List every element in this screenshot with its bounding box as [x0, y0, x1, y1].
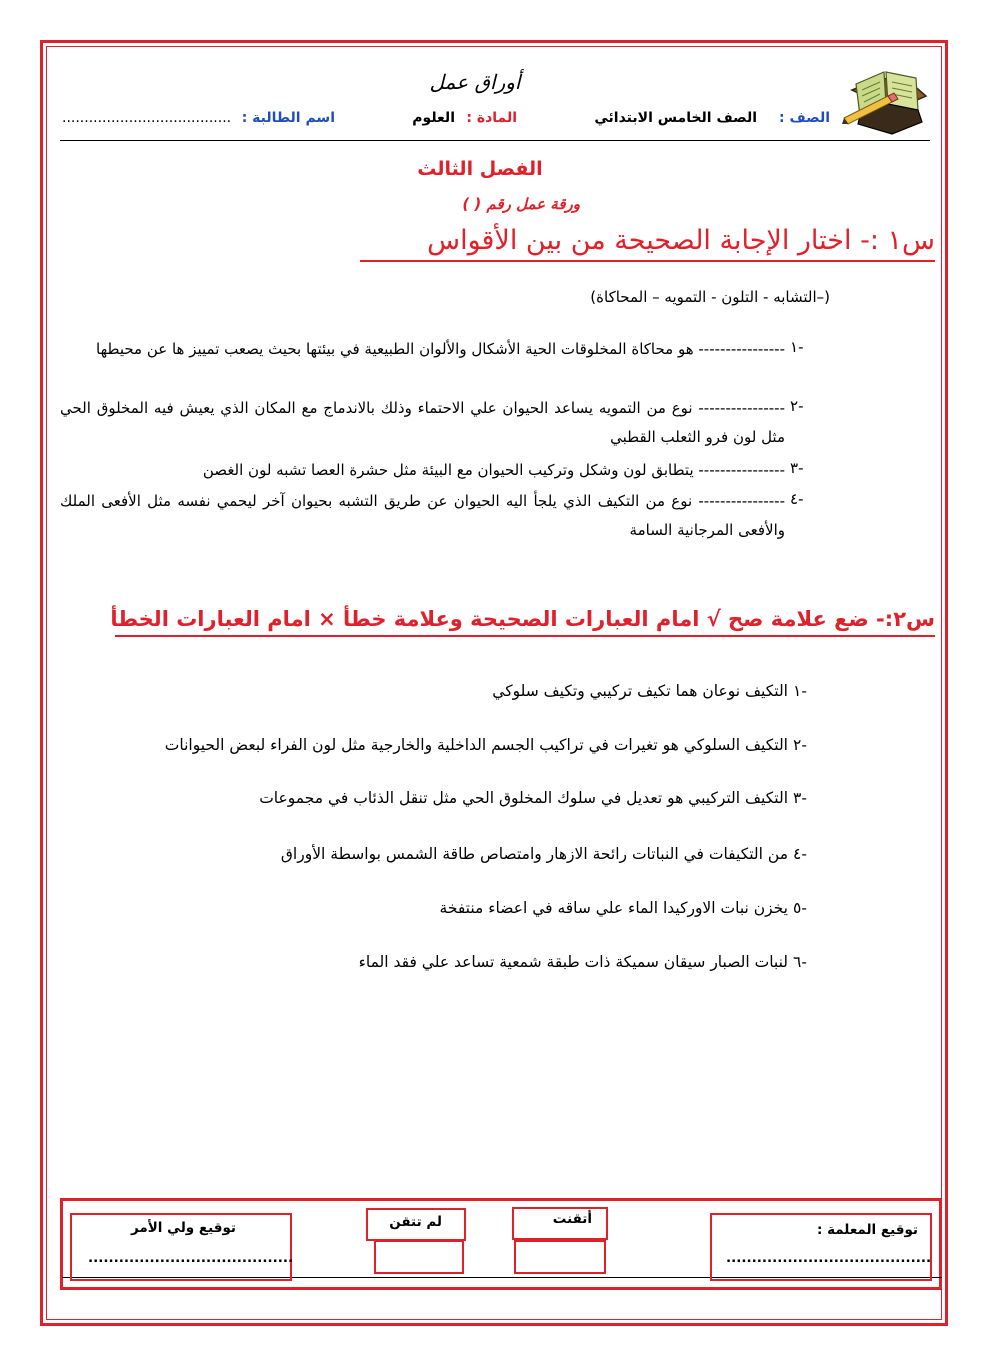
question-2-heading: س٢:- ضع علامة صح √ امام العبارات الصحيحة وعلامة خطأ × امام العبارات الخطأ: [115, 603, 935, 637]
question-1-options: (–التشابه - التلون - التمويه – المحاكاة): [590, 288, 830, 306]
q1-item-1-text[interactable]: ---------------- هو محاكاة المخلوقات الحية الأشكال والألوان الطبيعية في بيئتها بحيث يصعب تمييز ها عن محيطها: [96, 340, 785, 358]
q2-item-3-number: ٣-: [793, 789, 807, 807]
q1-item-2-number: ٢-: [790, 397, 804, 415]
teacher-signature-dots: ........................................: [726, 1250, 932, 1266]
subject-label: المادة :: [466, 110, 517, 126]
q2-item-2-text[interactable]: التكيف السلوكي هو تغيرات في تراكيب الجسم الداخلية والخارجية مثل لون الفراء لبعض الحيوانات: [164, 736, 788, 754]
grade-label: الصف :: [779, 110, 830, 126]
guardian-signature-label: توقيع ولي الأمر: [130, 1220, 236, 1236]
guardian-signature-dots: ........................................: [88, 1250, 294, 1266]
q1-item-4-text[interactable]: ---------------- نوع من التكيف الذي يلجأ اليه الحيوان عن طريق التشبه بحيوان آخر ليحمي نفسه مثل الأفعى الملك والأفعى المرجانية السامة: [60, 492, 785, 539]
teacher-signature-label: توقيع المعلمة :: [816, 1222, 918, 1238]
q2-item-5-number: ٥-: [793, 899, 807, 917]
worksheet-number: ورقة عمل رقم ( ): [462, 195, 580, 213]
q2-item-1-number: ١-: [793, 682, 807, 700]
not-mastered-label: لم تتقن: [389, 1214, 442, 1230]
q1-item-2-text[interactable]: ---------------- نوع من التمويه يساعد الحيوان علي الاحتماء وذلك بالاندماج مع المكان الذي يعيش فيه المخلوق الحي مثل لون فرو الثعلب القطبي: [60, 399, 785, 446]
q2-item-1-text[interactable]: التكيف نوعان هما تكيف تركيبي وتكيف سلوكي: [492, 682, 788, 700]
q2-item-4-text[interactable]: من التكيفات في النباتات رائحة الازهار وامتصاص طاقة الشمس بواسطة الأوراق: [280, 845, 788, 863]
q1-item-3-text[interactable]: ---------------- يتطابق لون وشكل وتركيب الحيوان مع البيئة مثل حشرة العصا تشبه لون الغصن: [202, 461, 785, 479]
not-mastered-checkbox[interactable]: [374, 1240, 464, 1274]
q2-item-6-text[interactable]: لنبات الصبار سيقان سميكة ذات طبقة شمعية تساعد علي فقد الماء: [358, 953, 788, 971]
q1-item-4-number: ٤-: [790, 490, 804, 508]
book-pencil-logo-icon: [842, 60, 934, 140]
page-title: أوراق عمل: [429, 70, 521, 94]
student-name-label: اسم الطالبة :: [241, 110, 335, 126]
mastered-checkbox[interactable]: [514, 1240, 606, 1274]
header-divider: [60, 140, 930, 141]
q2-item-6-number: ٦-: [793, 953, 807, 971]
question-1-heading: س١ :- اختار الإجابة الصحيحة من بين الأقواس: [360, 222, 935, 262]
q1-item-3-number: ٣-: [790, 459, 804, 477]
mastered-label: أتقنت: [552, 1211, 592, 1227]
q2-item-2-number: ٢-: [793, 736, 807, 754]
subject-value: العلوم: [412, 110, 455, 126]
q2-item-3-text[interactable]: التكيف التركيبي هو تعديل في سلوك المخلوق الحي مثل تنقل الذئاب في مجموعات: [259, 789, 788, 807]
chapter-title: الفصل الثالث: [417, 158, 543, 180]
grade-value: الصف الخامس الابتدائي: [594, 110, 757, 126]
q2-item-5-text[interactable]: يخزن نبات الاوركيدا الماء علي ساقه في اعضاء منتفخة: [439, 899, 788, 917]
q1-item-1-number: ١-: [790, 338, 804, 356]
student-name-field[interactable]: ......................................: [62, 110, 232, 126]
q2-item-4-number: ٤-: [793, 845, 807, 863]
